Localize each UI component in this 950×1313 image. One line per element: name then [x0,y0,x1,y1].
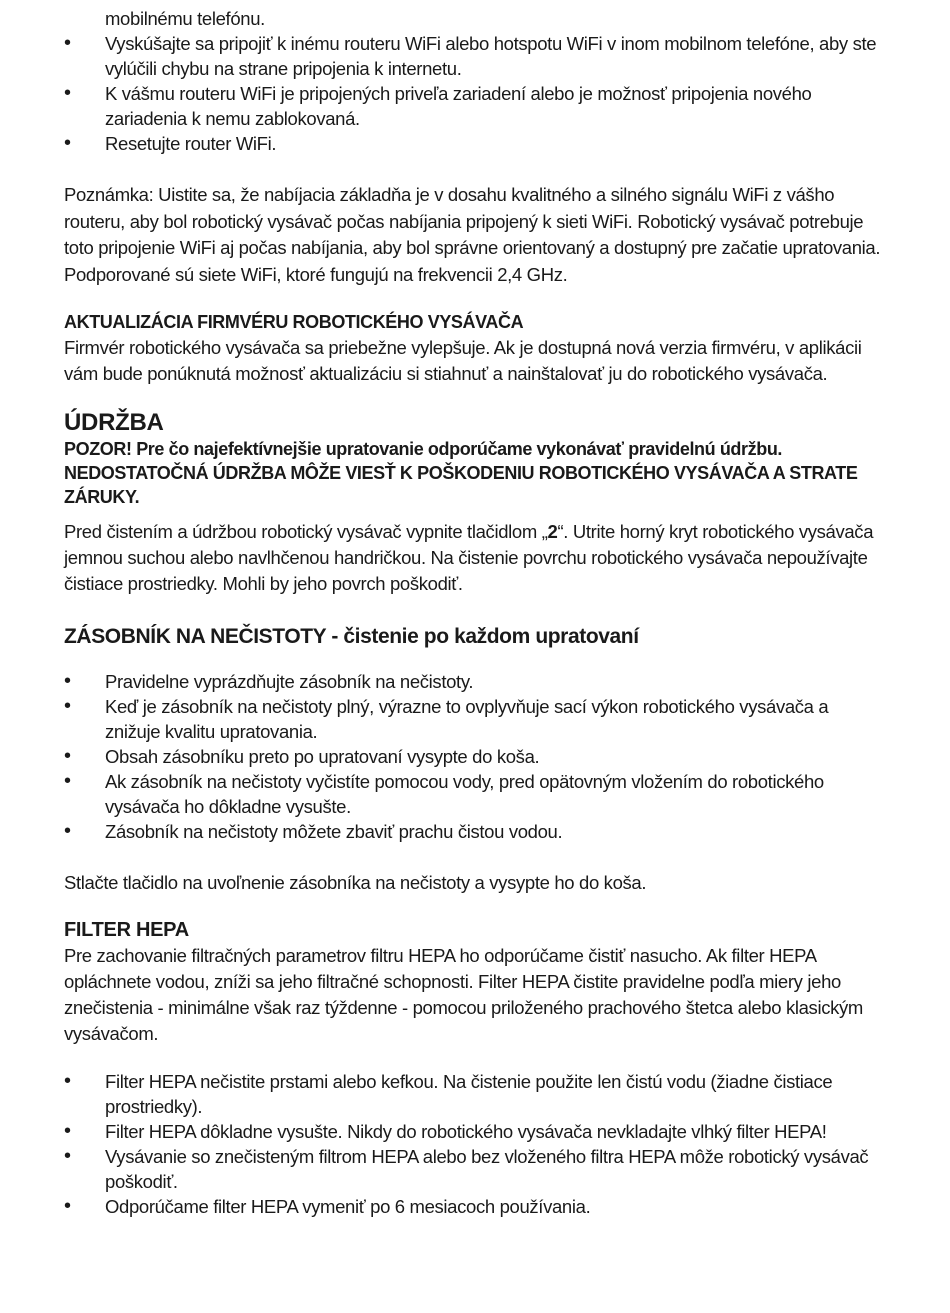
dust-bin-list [64,669,884,844]
maintenance-text [64,519,884,597]
wifi-note: Poznámka: Uistite sa, že nabíjacia základňa je v dosahu kvalitného a silného signálu WiFi z vášho routeru, aby bol robotický vysávač počas nabíjania pripojený k sieti WiFi. Robotický vysávač potrebuje toto pripojenie WiFi aj počas nabíjania, aby bol správne orientovaný a dostupný pre začatie upratovania. Podporované sú siete WiFi, ktoré fungujú na frekvencii 2,4 GHz. [64,184,881,285]
dust-bin-text: Stlačte tlačidlo na uvoľnenie zásobníka na nečistoty a vysypte ho do koša. [64,872,647,893]
list-item: • Obsah zásobníku preto po upratovaní vysypte do koša. [64,744,884,769]
troubleshooting-list [64,31,884,156]
list-item: • Ak zásobník na nečistoty vyčistíte pomocou vody, pred opätovným vložením do robotického vysávača ho dôkladne vysušte. [64,769,884,819]
list-item: • Odporúčame filter HEPA vymeniť po 6 mesiacoch používania. [64,1194,884,1219]
list-item: • Filter HEPA nečistite prstami alebo kefkou. Na čistenie použite len čistú vodu (žiadne čistiace prostriedky). [64,1069,884,1119]
list-item: • Resetujte router WiFi. [64,131,884,156]
list-item: • K vášmu routeru WiFi je pripojených priveľa zariadení alebo je možnosť pripojenia nového zariadenia k nemu zablokovaná. [64,81,884,131]
power-button-number: 2 [547,521,558,542]
firmware-text: Firmvér robotického vysávača sa priebežne vylepšuje. Ak je dostupná nová verzia firmvéru, v aplikácii vám bude ponúknutá možnosť aktualizáciu si stiahnuť a nainštalovať ju do robotického vysávača. [64,337,862,384]
list-continuation: mobilnému telefónu. [105,8,265,29]
maintenance-heading: ÚDRŽBA [64,409,164,436]
maintenance-text-after: “. Utrite horný kryt robotického vysávača jemnou suchou alebo navlhčenou handričkou. Na čistenie povrchu robotického vysávača nepoužívajte čistiace prostriedky. Mohli by jeho povrch poškodiť. [64,521,874,594]
dust-bin-heading: ZÁSOBNÍK NA NEČISTOTY - čistenie po každom upratovaní [64,625,639,648]
hepa-heading: FILTER HEPA [64,919,189,941]
maintenance-warning-line1: POZOR! Pre čo najefektívnejšie upratovanie odporúčame vykonávať pravidelnú údržbu. [64,439,783,459]
hepa-text: Pre zachovanie filtračných parametrov filtru HEPA ho odporúčame čistiť nasucho. Ak filter HEPA opláchnete vodou, zníži sa jeho filtračné schopnosti. Filter HEPA čistite pravidelne podľa miery jeho znečistenia - minimálne však raz týždenne - pomocou priloženého prachového štetca alebo klasickým vysávačom. [64,945,863,1044]
hepa-list [64,1069,884,1219]
maintenance-warning-line2: NEDOSTATOČNÁ ÚDRŽBA MÔŽE VIESŤ K POŠKODENIU ROBOTICKÉHO VYSÁVAČA A STRATE ZÁRUKY. [64,463,858,507]
maintenance-text-before: Pred čistením a údržbou robotický vysávač vypnite tlačidlom „ [64,521,548,542]
list-item: • Keď je zásobník na nečistoty plný, výrazne to ovplyvňuje sací výkon robotického vysávača a znižuje kvalitu upratovania. [64,694,884,744]
list-item: • Vysávanie so znečisteným filtrom HEPA alebo bez vloženého filtra HEPA môže robotický vysávač poškodiť. [64,1144,884,1194]
manual-page [64,6,884,1219]
list-item: • Zásobník na nečistoty môžete zbaviť prachu čistou vodou. [64,819,884,844]
list-item: • Vyskúšajte sa pripojiť k inému routeru WiFi alebo hotspotu WiFi v inom mobilnom telefóne, aby ste vylúčili chybu na strane pripojenia k internetu. [64,31,884,81]
list-item: • Filter HEPA dôkladne vysušte. Nikdy do robotického vysávača nevkladajte vlhký filter HEPA! [64,1119,884,1144]
list-item: • Pravidelne vyprázdňujte zásobník na nečistoty. [64,669,884,694]
firmware-heading: AKTUALIZÁCIA FIRMVÉRU ROBOTICKÉHO VYSÁVAČA [64,312,524,332]
